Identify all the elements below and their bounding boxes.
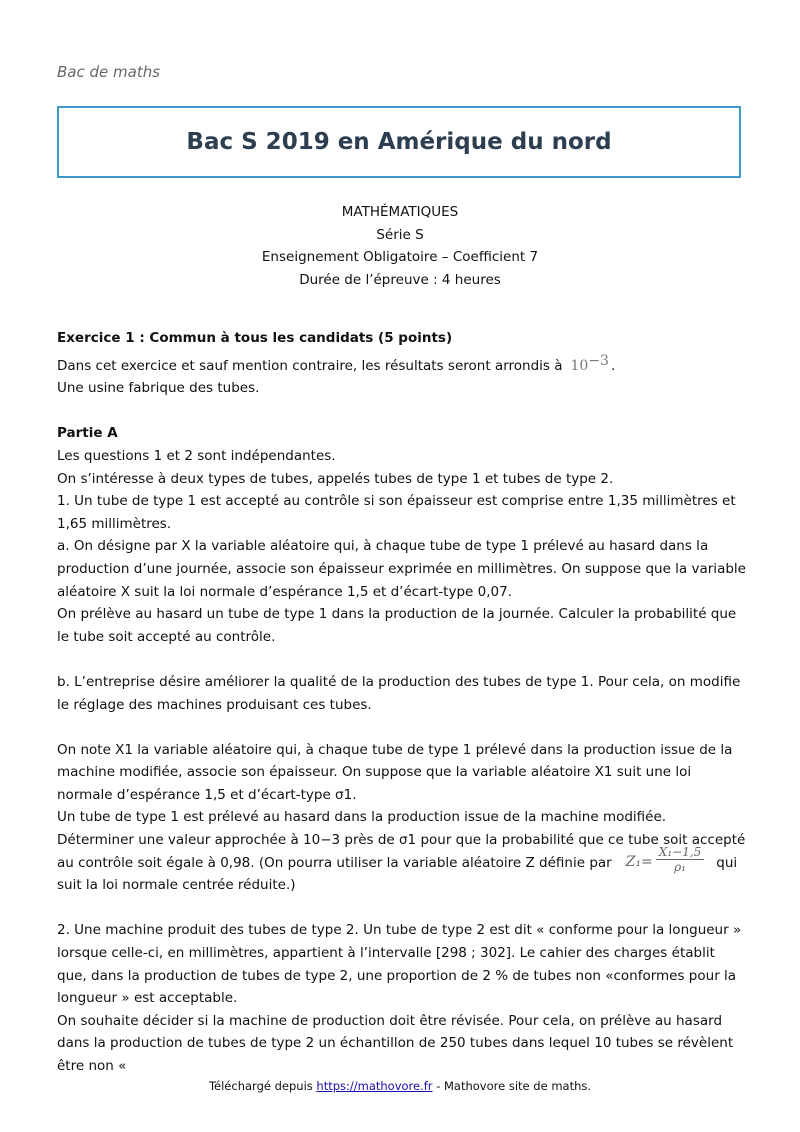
page-title: Bac S 2019 en Amérique du nord (186, 129, 612, 155)
footer-prefix: Téléchargé depuis (208, 1079, 317, 1093)
exam-coefficient: Enseignement Obligatoire – Coefficient 7 (261, 249, 539, 266)
question-1b-task-text: Un tube de type 1 est prélevé au hasard dans la production issue de la machine modifiée. Déterminer une valeur approchée à 10−3 près de σ1 pour que la probabilité que ce tube soit accepté au contrôle soit égale à 0,98. (On pourra utiliser la variable aléatoire Z définie par (57, 809, 746, 871)
footer-suffix: - Mathovore site de maths. (432, 1079, 592, 1093)
part-a-heading: Partie A (57, 425, 118, 442)
question-1: 1. Un tube de type 1 est accepté au contrôle si son épaisseur est comprise entre 1,35 millimètres et 1,65 millimètres. (57, 493, 736, 532)
question-1a: a. On désigne par X la variable aléatoire qui, à chaque tube de type 1 prélevé au hasard dans la production d’une journée, associe son épaisseur exprimée en millimètres. On suppose que la variable aléatoire X suit la loi normale d’espérance 1,5 et d’écart-type 0,07. (57, 538, 746, 600)
formula-numerator: X₁−1,5 (656, 846, 705, 860)
formula-lhs: Z₁= (625, 854, 653, 871)
rounding-exponent: −3 (588, 352, 609, 369)
z-formula (625, 845, 705, 875)
question-2b: On souhaite décider si la machine de production doit être révisée. Pour cela, on prélève au hasard dans la production de tubes de type 2 un échantillon de 250 tubes dans lequel 10 tubes se révèlent être non « (57, 1012, 734, 1074)
exam-duration: Durée de l’épreuve : 4 heures (299, 271, 501, 288)
exercise-content (57, 327, 747, 1078)
part-a-p1: Les questions 1 et 2 sont indépendantes. (57, 447, 336, 464)
footer-link[interactable]: https://mathovore.fr (316, 1079, 433, 1093)
rounding-math (570, 352, 609, 374)
site-header: Bac de maths (57, 63, 161, 81)
footer (0, 1079, 800, 1093)
exam-info (57, 201, 743, 291)
formula-fraction (656, 846, 705, 873)
question-1b-task (57, 806, 747, 896)
formula-denominator: ρ₁ (674, 860, 686, 875)
exercise-intro-2: Une usine fabrique des tubes. (57, 380, 260, 397)
question-1b-task-end: qui suit la loi normale centrée réduite.) (57, 854, 738, 894)
exam-subject: MATHÉMATIQUES (341, 204, 459, 220)
question-2: 2. Une machine produit des tubes de type 2. Un tube de type 2 est dit « conforme pour la longueur » lorsque celle-ci, en millimètres, appartient à l’intervalle [298 ; 302]. Le cahier des charges établit que, dans la production de tubes de type 2, une proportion de 2 % de tubes non «conformes pour la longueur » est acceptable. (57, 922, 742, 1007)
question-1b-setup: On note X1 la variable aléatoire qui, à chaque tube de type 1 prélevé dans la production issue de la machine modifiée, associe son épaisseur. On suppose que la variable aléatoire X1 suit une loi normale d’espérance 1,5 et d’écart-type σ1. (57, 741, 733, 803)
title-box (57, 106, 741, 178)
rounding-base: 10 (570, 357, 589, 374)
question-1b: b. L’entreprise désire améliorer la qualité de la production des tubes de type 1. Pour cela, on modifie le réglage des machines produisant ces tubes. (57, 673, 741, 713)
exam-series: Série S (376, 226, 424, 243)
exercise-intro (57, 350, 747, 378)
question-1a-task: On prélève au hasard un tube de type 1 dans la production de la journée. Calculer la probabilité que le tube soit accepté au contrôle. (57, 606, 737, 645)
exercise-heading: Exercice 1 : Commun à tous les candidats (5 points) (57, 330, 453, 346)
intro-end: . (610, 357, 616, 374)
part-a-p2: On s’intéresse à deux types de tubes, appelés tubes de type 1 et tubes de type 2. (57, 470, 614, 487)
intro-text: Dans cet exercice et sauf mention contraire, les résultats seront arrondis à (57, 357, 563, 374)
